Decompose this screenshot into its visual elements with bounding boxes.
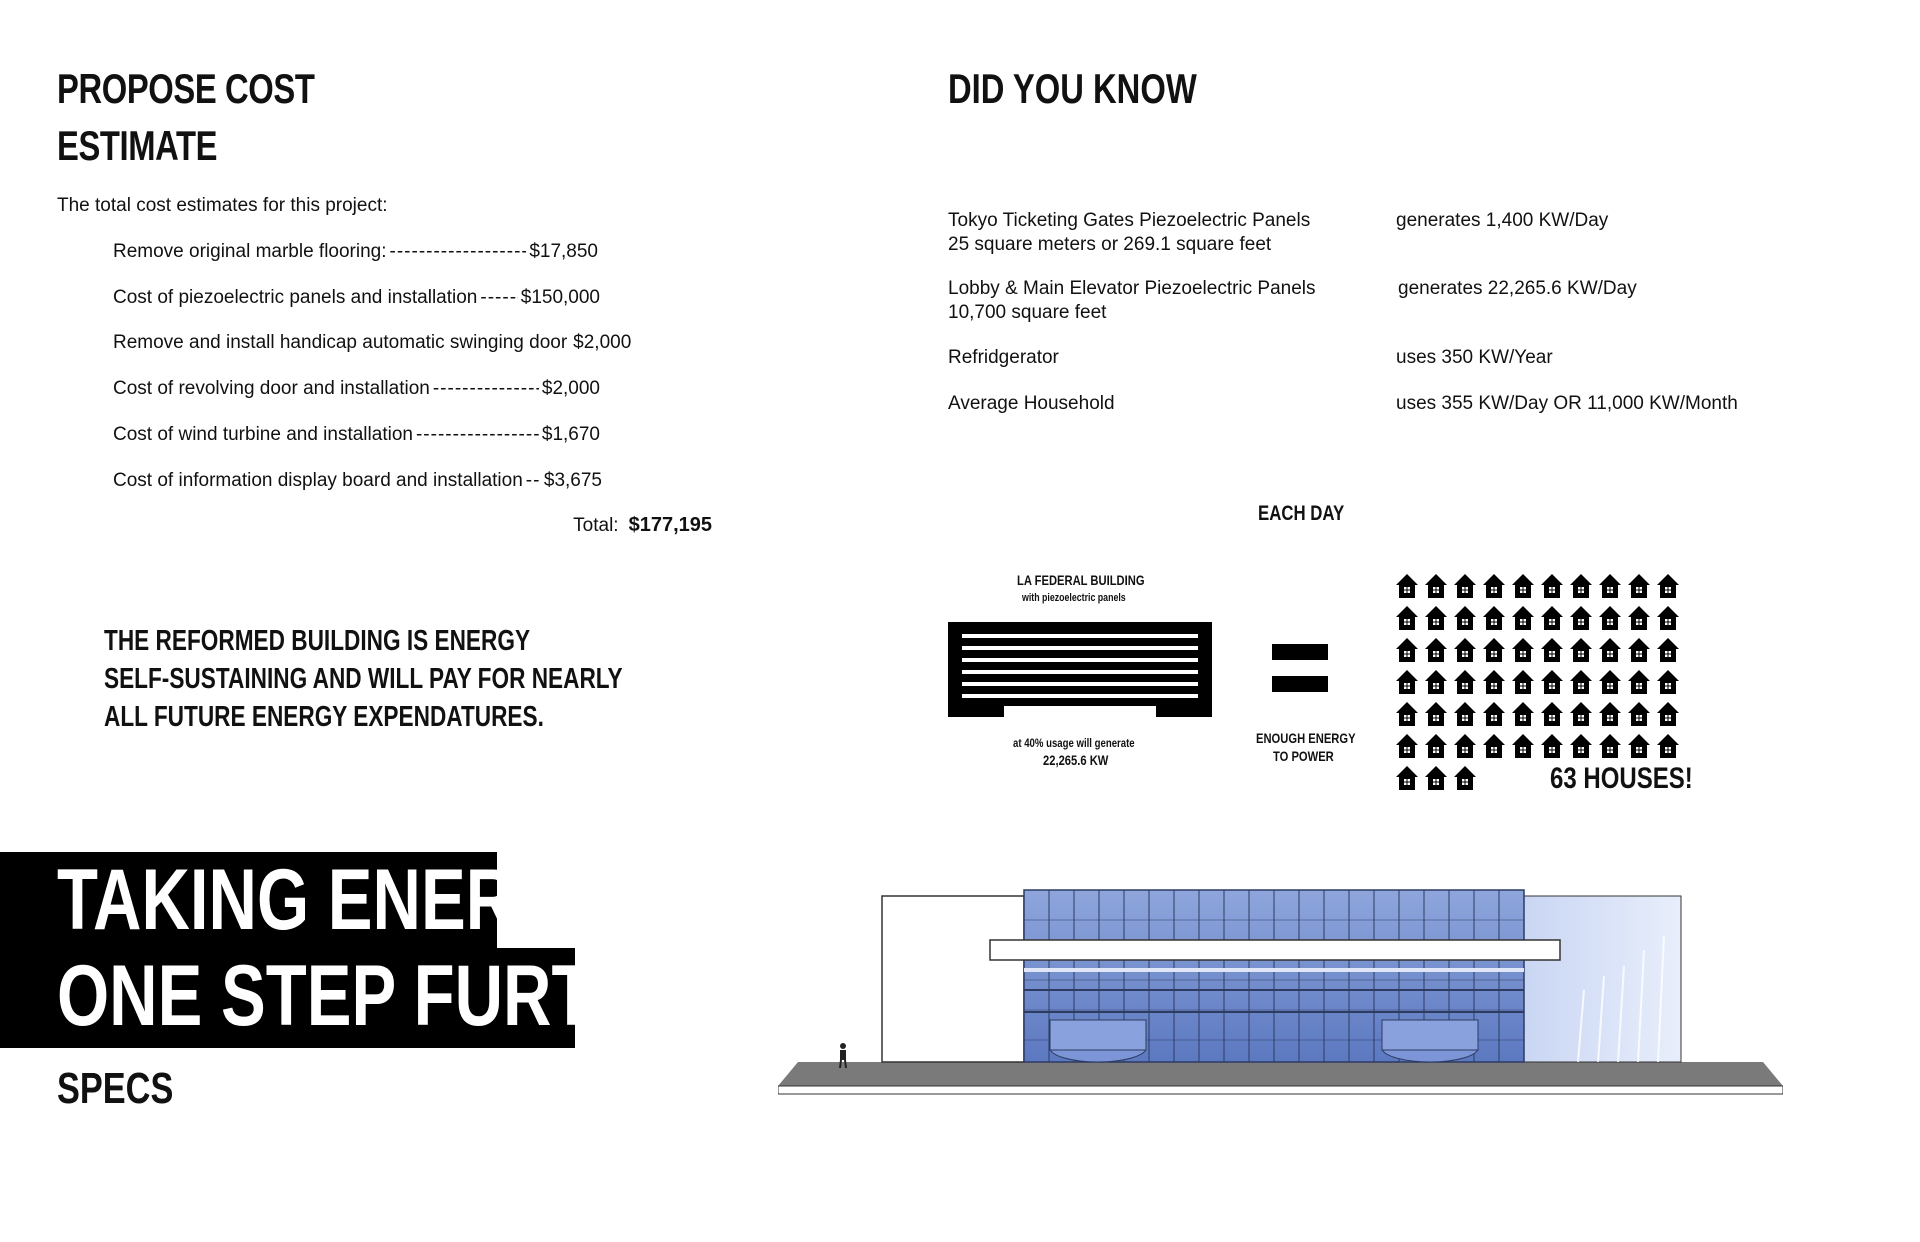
dash-leader: [390, 241, 527, 263]
house-icon: [1628, 606, 1650, 630]
fact-value: generates 22,265.6 KW/Day: [1398, 278, 1637, 299]
building-elevation: [778, 880, 1783, 1096]
houses-grid: [1392, 572, 1682, 792]
house-icon: [1483, 638, 1505, 662]
cost-line-item: [113, 378, 600, 400]
house-icon: [1541, 702, 1563, 726]
house-icon: [1396, 670, 1418, 694]
fact-item-detail: 10,700 square feet: [948, 302, 1107, 323]
house-icon: [1512, 606, 1534, 630]
banner-line-1: TAKING ENERGY: [0, 852, 497, 948]
dash-leader: [526, 470, 541, 492]
house-icon: [1425, 606, 1447, 630]
house-icon: [1425, 670, 1447, 694]
cost-total: [573, 514, 712, 537]
house-icon: [1425, 702, 1447, 726]
house-icon: [1570, 574, 1592, 598]
house-icon: [1541, 638, 1563, 662]
house-icon: [1628, 702, 1650, 726]
house-icon: [1541, 734, 1563, 758]
equals-icon: [1272, 644, 1328, 692]
house-icon: [1396, 734, 1418, 758]
cost-line-item: [113, 241, 598, 263]
house-icon: [1454, 638, 1476, 662]
building-subtitle: with piezoelectric panels: [1022, 592, 1126, 604]
cost-item-label: Remove and install handicap automatic swinging door: [113, 332, 568, 353]
house-icon: [1628, 574, 1650, 598]
dash-leader: [416, 424, 539, 446]
cost-item-amount: $3,675: [543, 470, 602, 491]
fact-value: uses 350 KW/Year: [1396, 347, 1553, 368]
house-icon: [1599, 670, 1621, 694]
house-icon: [1570, 606, 1592, 630]
house-icon: [1396, 606, 1418, 630]
fact-item: [948, 392, 1115, 416]
banner-line-2: ONE STEP FURTHER: [0, 948, 575, 1048]
house-icon: [1425, 574, 1447, 598]
fact-item-name: Tokyo Ticketing Gates Piezoelectric Panels: [948, 210, 1311, 231]
house-icon: [1425, 734, 1447, 758]
house-icon: [1454, 670, 1476, 694]
did-you-know-title: DID YOU KNOW: [948, 65, 1197, 112]
fact-item: [948, 277, 1316, 325]
fact-item: [948, 209, 1310, 257]
house-icon: [1570, 702, 1592, 726]
house-icon: [1483, 670, 1505, 694]
each-day-heading: EACH DAY: [1258, 502, 1345, 525]
house-icon: [1657, 702, 1679, 726]
house-icon: [1541, 670, 1563, 694]
cost-item-label: Cost of piezoelectric panels and installation: [113, 287, 478, 308]
cost-item-label: Cost of information display board and installation: [113, 470, 523, 491]
usage-note: at 40% usage will generate: [1013, 736, 1135, 750]
total-label: Total:: [573, 515, 619, 536]
house-icon: [1512, 702, 1534, 726]
total-value: $177,195: [628, 514, 712, 536]
house-icon: [1425, 638, 1447, 662]
building-icon: [948, 622, 1212, 717]
cost-intro: The total cost estimates for this project:: [57, 195, 388, 216]
houses-count-label: 63 HOUSES!: [1550, 762, 1693, 795]
house-icon: [1454, 606, 1476, 630]
house-icon: [1396, 702, 1418, 726]
house-icon: [1454, 574, 1476, 598]
house-icon: [1512, 670, 1534, 694]
cost-estimate-title: PROPOSE COST ESTIMATE: [57, 65, 315, 169]
house-icon: [1657, 734, 1679, 758]
house-icon: [1512, 638, 1534, 662]
house-icon: [1454, 702, 1476, 726]
house-icon: [1483, 574, 1505, 598]
house-icon: [1512, 574, 1534, 598]
cost-item-label: Cost of wind turbine and installation: [113, 424, 413, 445]
fact-value: uses 355 KW/Day OR 11,000 KW/Month: [1396, 393, 1738, 414]
house-icon: [1425, 766, 1447, 790]
fact-item-name: Refridgerator: [948, 347, 1059, 368]
fact-item-detail: 25 square meters or 269.1 square feet: [948, 234, 1272, 255]
house-icon: [1396, 574, 1418, 598]
cost-line-item: [113, 470, 602, 492]
house-icon: [1599, 606, 1621, 630]
house-icon: [1628, 734, 1650, 758]
dash-leader: [433, 378, 539, 400]
house-icon: [1483, 702, 1505, 726]
cost-item-amount: $17,850: [529, 241, 598, 262]
cost-item-amount: $2,000: [573, 332, 632, 353]
house-icon: [1599, 734, 1621, 758]
house-icon: [1570, 734, 1592, 758]
cost-line-item: [113, 332, 632, 354]
cost-item-amount: $1,670: [541, 424, 600, 445]
house-icon: [1599, 702, 1621, 726]
cost-item-label: Remove original marble flooring:: [113, 241, 387, 262]
house-icon: [1657, 670, 1679, 694]
house-icon: [1483, 606, 1505, 630]
fact-value: generates 1,400 KW/Day: [1396, 210, 1609, 231]
house-icon: [1541, 574, 1563, 598]
house-icon: [1570, 670, 1592, 694]
house-icon: [1483, 734, 1505, 758]
house-icon: [1599, 638, 1621, 662]
house-icon: [1657, 574, 1679, 598]
to-power-label: TO POWER: [1273, 748, 1334, 764]
fact-item-name: Lobby & Main Elevator Piezoelectric Panels: [948, 278, 1316, 299]
cost-line-item: [113, 287, 600, 309]
house-icon: [1657, 606, 1679, 630]
cost-item-amount: $2,000: [541, 378, 600, 399]
house-icon: [1570, 638, 1592, 662]
house-icon: [1512, 734, 1534, 758]
house-icon: [1628, 638, 1650, 662]
house-icon: [1396, 638, 1418, 662]
enough-energy-label: ENOUGH ENERGY: [1256, 730, 1356, 746]
cost-line-item: [113, 424, 600, 446]
house-icon: [1599, 574, 1621, 598]
fact-item-name: Average Household: [948, 393, 1115, 414]
specs-heading: SPECS: [57, 1064, 174, 1113]
house-icon: [1454, 766, 1476, 790]
cost-item-label: Cost of revolving door and installation: [113, 378, 430, 399]
fact-item: [948, 346, 1059, 370]
cost-item-amount: $150,000: [520, 287, 600, 308]
house-icon: [1628, 670, 1650, 694]
building-title: LA FEDERAL BUILDING: [1017, 572, 1145, 588]
usage-value: 22,265.6 KW: [1043, 752, 1109, 768]
house-icon: [1454, 734, 1476, 758]
dash-leader: [480, 287, 517, 309]
house-icon: [1396, 766, 1418, 790]
house-icon: [1541, 606, 1563, 630]
house-icon: [1657, 638, 1679, 662]
energy-statement: THE REFORMED BUILDING IS ENERGY SELF-SUSTAINING AND WILL PAY FOR NEARLY ALL FUTURE ENERGY EXPENDATURES.: [104, 625, 623, 733]
